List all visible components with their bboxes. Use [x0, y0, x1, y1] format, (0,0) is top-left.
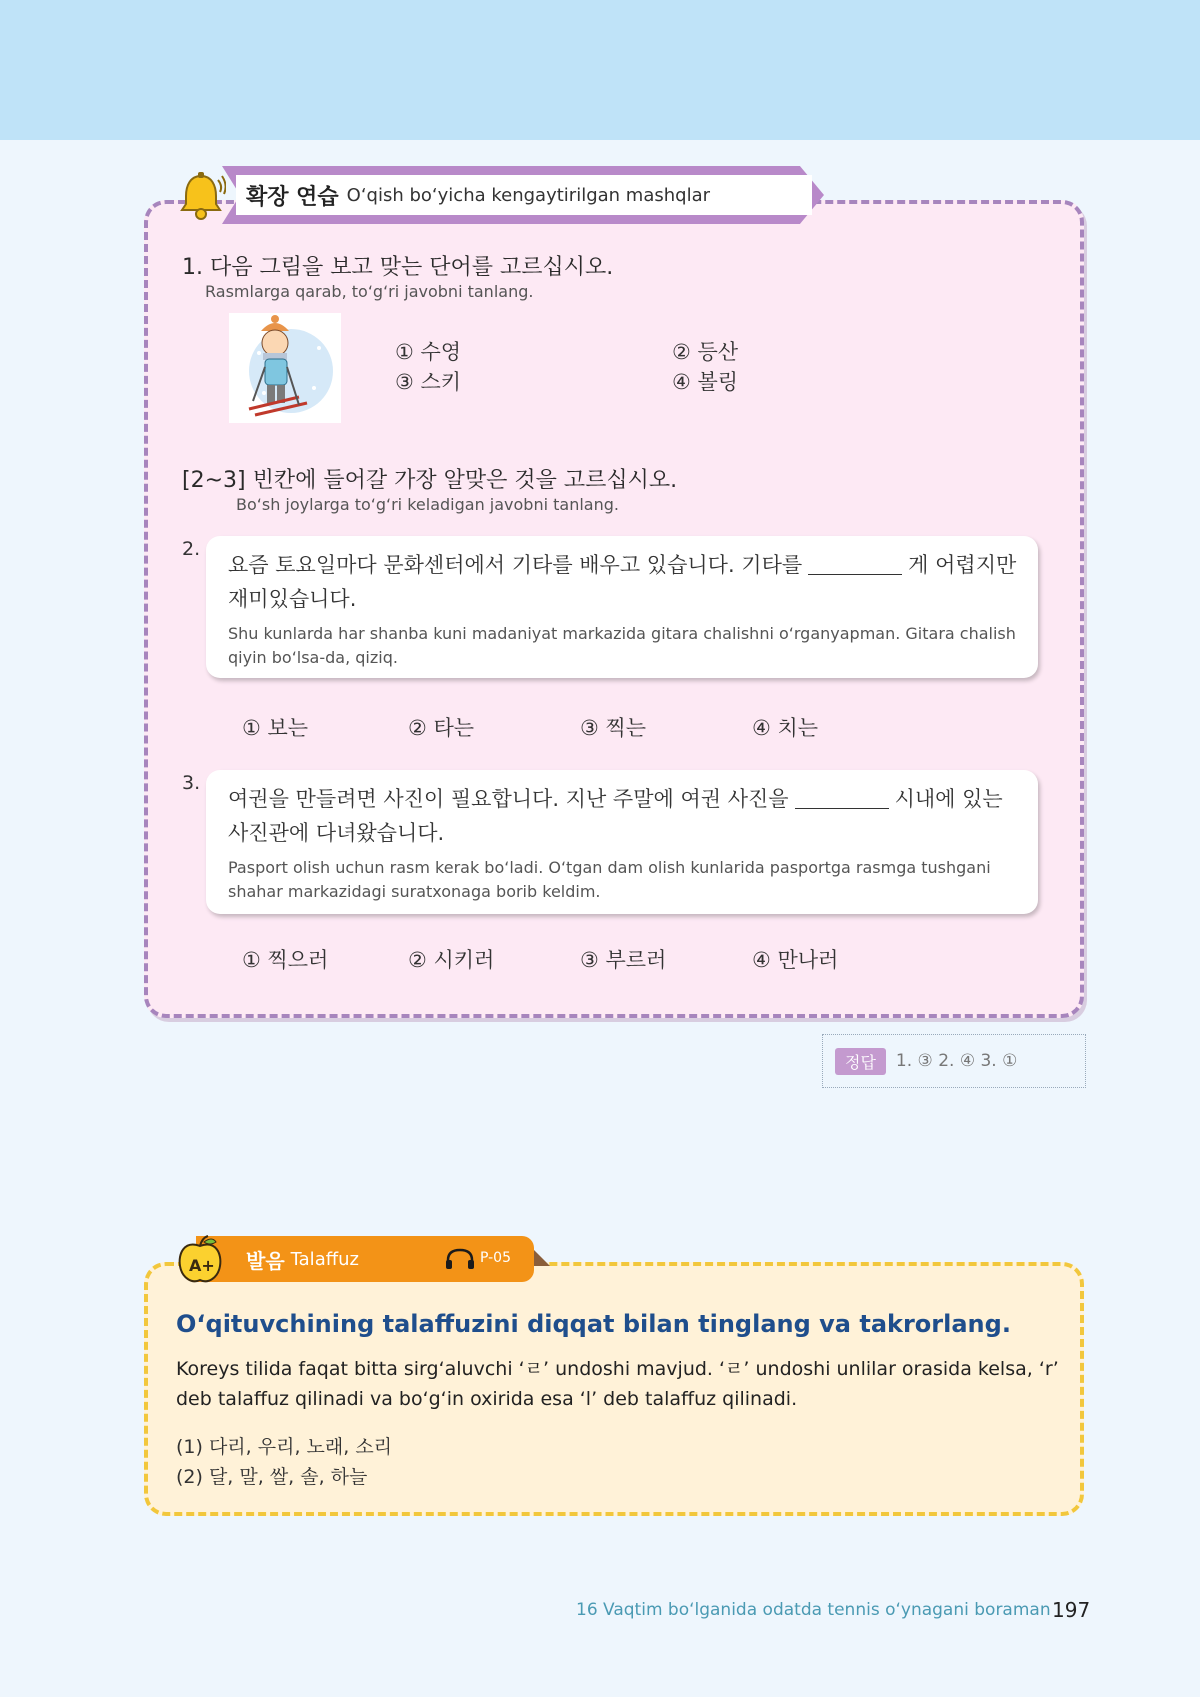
q2-option-4[interactable]: ④ 치는: [752, 716, 819, 740]
question-3-number: 3.: [182, 772, 201, 794]
question-1-title: 1. 다음 그림을 보고 맞는 단어를 고르십시오.: [182, 255, 614, 280]
question-2-card: [206, 536, 1038, 678]
pronunciation-title-uz: Talaffuz: [290, 1248, 359, 1270]
pronunciation-body: Koreys tilida faqat bitta sirg‘aluvchi ‘ㄹ’ undoshi mavjud. ‘ㄹ’ undoshi unlilar orasida kelsa, ‘r’ deb talaffuz qilinadi va bo‘g‘in oxirida esa ‘l’ deb talaffuz qilinadi.: [176, 1358, 1059, 1410]
question-2-blank: [808, 557, 902, 575]
question-2-text-after: 게 어렵지만 재미있습니다.: [228, 553, 1017, 611]
answer-badge: 정답: [835, 1048, 886, 1075]
pronunciation-tab: [196, 1236, 534, 1282]
question-3-korean: [228, 782, 1024, 850]
pronunciation-list-item-1: (1) 다리, 우리, 노래, 소리: [176, 1436, 393, 1458]
q1-option-1[interactable]: ① 수영: [395, 340, 462, 364]
headphones-icon[interactable]: [444, 1248, 476, 1270]
question-2-number: 2.: [182, 538, 201, 560]
question-2-korean: [228, 548, 1024, 616]
practice-banner: [236, 175, 812, 215]
audio-track-code: P-05: [480, 1250, 512, 1266]
practice-title-uz: O‘qish bo‘yicha kengaytirilgan mashqlar: [346, 184, 710, 206]
pronunciation-title-ko: 발음: [246, 1248, 285, 1273]
q2-option-3[interactable]: ③ 찍는: [580, 716, 647, 740]
page-number: 197: [1052, 1598, 1091, 1622]
question-3-blank: [795, 791, 889, 809]
footer-chapter-title: 16 Vaqtim bo‘lganida odatda tennis o‘ynagani boraman: [576, 1600, 1051, 1620]
pronunciation-list-item-2: (2) 달, 말, 쌀, 솔, 하늘: [176, 1466, 368, 1488]
question-2-text-before: 요즘 토요일마다 문화센터에서 기타를 배우고 있습니다. 기타를: [228, 553, 803, 577]
q2-option-1[interactable]: ① 보는: [242, 716, 309, 740]
practice-title-ko: 확장 연습: [246, 184, 339, 210]
question-3-translation: Pasport olish uchun rasm kerak bo‘ladi. O‘tgan dam olish kunlarida pasportga rasmga tushgani shahar markazidagi suratxonaga borib keldim.: [228, 858, 991, 901]
question-2-translation: Shu kunlarda har shanba kuni madaniyat markazida gitara chalishni o‘rganyapman. Gitara chalish qiyin bo‘lsa-da, qiziq.: [228, 624, 1016, 667]
questions-2-3-title: [2~3] 빈칸에 들어갈 가장 알맞은 것을 고르십시오.: [182, 468, 678, 493]
question-1-subtitle: Rasmlarga qarab, to‘g‘ri javobni tanlang.: [205, 282, 534, 301]
q1-option-3[interactable]: ③ 스키: [395, 370, 462, 394]
apple-label: A+: [189, 1256, 215, 1275]
apple-icon: [174, 1234, 226, 1286]
question-3-card: [206, 770, 1038, 914]
q3-option-3[interactable]: ③ 부르러: [580, 948, 667, 972]
top-band: [0, 0, 1200, 140]
skier-illustration: [229, 313, 341, 423]
question-3-text-after: 시내에 있는 사진관에 다녀왔습니다.: [228, 787, 1003, 845]
q3-option-2[interactable]: ② 시키러: [408, 948, 495, 972]
q1-option-4[interactable]: ④ 볼링: [672, 370, 739, 394]
answer-box: [822, 1034, 1086, 1088]
question-3-text-before: 여권을 만들려면 사진이 필요합니다. 지난 주말에 여권 사진을: [228, 787, 789, 811]
answer-key: 1. ③ 2. ④ 3. ①: [895, 1051, 1018, 1071]
bell-icon: [176, 170, 226, 222]
pronunciation-heading: O‘qituvchining talaffuzini diqqat bilan tinglang va takrorlang.: [176, 1310, 1011, 1338]
q1-option-2[interactable]: ② 등산: [672, 340, 739, 364]
q3-option-1[interactable]: ① 찍으러: [242, 948, 329, 972]
questions-2-3-subtitle: Bo‘sh joylarga to‘g‘ri keladigan javobni tanlang.: [236, 495, 619, 514]
q2-option-2[interactable]: ② 타는: [408, 716, 475, 740]
q3-option-4[interactable]: ④ 만나러: [752, 948, 839, 972]
